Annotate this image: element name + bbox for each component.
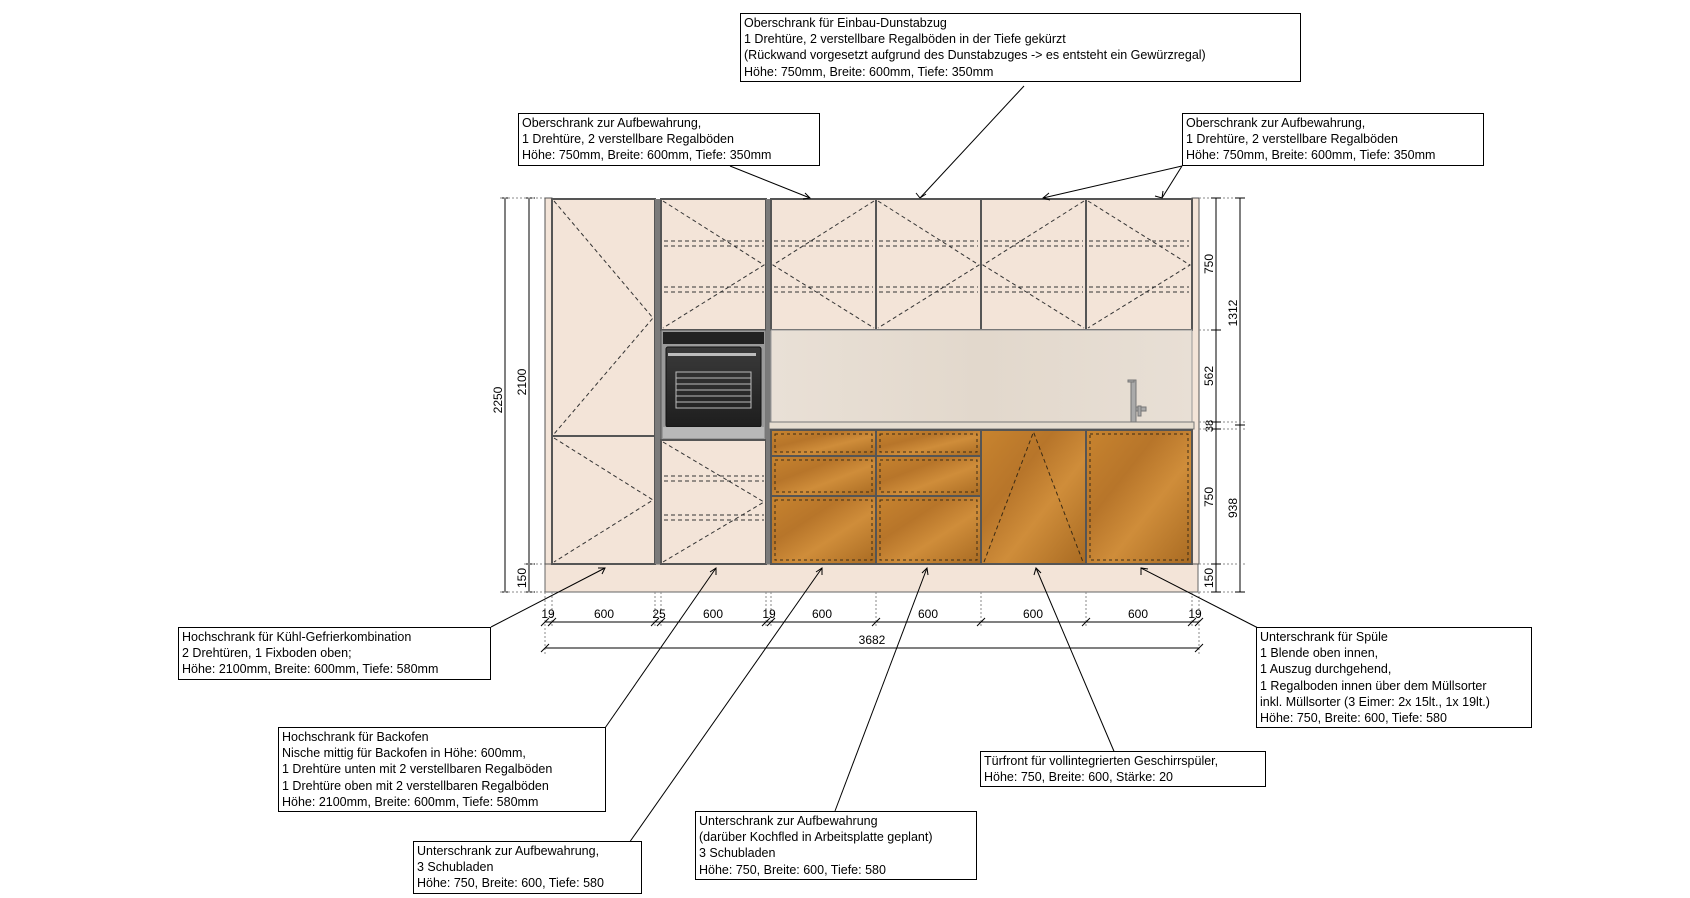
dim-tall-height: 2100 <box>515 368 529 396</box>
callout-line: 1 Drehtüre oben mit 2 verstellbaren Regalböden <box>282 778 549 793</box>
callout-line: Unterschrank zur Aufbewahrung <box>699 814 878 828</box>
dim-gap-right: 19 <box>1188 607 1202 621</box>
callout-line: Hochschrank für Backofen <box>282 730 429 744</box>
dim-base-cabinet: 750 <box>1202 486 1216 508</box>
callout-line: Höhe: 750, Breite: 600, Tiefe: 580 <box>417 876 604 891</box>
oven-upper-door <box>661 199 766 330</box>
base-cabinets <box>771 430 1192 564</box>
callout-line: inkl. Müllsorter (3 Eimer: 2x 15lt., 1x 19lt.) <box>1260 694 1490 709</box>
callout-dishwasher-front <box>980 751 1266 787</box>
kitchen-front <box>545 198 1199 592</box>
sink-pullout-front <box>1086 430 1192 564</box>
oven-tall-cabinet <box>661 199 766 564</box>
callout-line: Türfront für vollintegrierten Geschirrspüler, <box>984 754 1219 768</box>
callout-line: Unterschrank zur Aufbewahrung, <box>417 844 600 858</box>
wall-cabinet <box>1086 199 1192 330</box>
oven-lower-door <box>661 440 766 564</box>
callout-line: 1 Drehtüre, 2 verstellbare Regalböden in der Tiefe gekürzt <box>744 32 1066 47</box>
wall-cabinet-door <box>876 199 981 330</box>
callout-fridge-tall-cabinet <box>178 627 491 680</box>
dim-upper-total: 1312 <box>1226 299 1240 327</box>
callout-line: Höhe: 750mm, Breite: 600mm, Tiefe: 350mm <box>1186 148 1436 163</box>
callout-line: 1 Regalboden innen über dem Müllsorter <box>1260 678 1487 693</box>
callout-wall-cabinet-left <box>518 113 820 166</box>
dim-w5: 600 <box>1022 607 1044 621</box>
wall-cabinet-door <box>1086 199 1192 330</box>
plinth <box>545 564 1198 592</box>
callout-line: Höhe: 750, Breite: 600, Tiefe: 580 <box>1260 711 1447 726</box>
dim-w6: 600 <box>1127 607 1149 621</box>
dishwasher-front <box>981 430 1086 564</box>
sink-base-cabinet <box>1086 430 1192 564</box>
oven-appliance <box>661 330 766 440</box>
drawer-base-cabinet <box>876 430 981 564</box>
fridge-tall-cabinet <box>552 199 655 564</box>
dim-w2: 600 <box>702 607 724 621</box>
callout-line: Oberschrank zur Aufbewahrung, <box>522 116 702 130</box>
callout-line: Höhe: 750mm, Breite: 600mm, Tiefe: 350mm <box>744 64 994 79</box>
dim-base-total: 938 <box>1226 497 1240 519</box>
dim-right-plinth: 150 <box>1202 567 1216 589</box>
callout-line: Hochschrank für Kühl-Gefrierkombination <box>182 630 412 644</box>
wall-cabinet-door <box>771 199 876 330</box>
dim-w3: 600 <box>811 607 833 621</box>
drawer-front <box>771 496 876 564</box>
callout-wall-cabinet-right <box>1182 113 1484 166</box>
wall-cabinet <box>981 199 1086 330</box>
callout-line: 1 Drehtüre, 2 verstellbare Regalböden <box>1186 132 1398 147</box>
callout-line: 1 Drehtüre unten mit 2 verstellbaren Regalböden <box>282 762 553 777</box>
drawer-front <box>876 496 981 564</box>
callout-line: Unterschrank für Spüle <box>1260 630 1388 644</box>
callout-line: Höhe: 2100mm, Breite: 600mm, Tiefe: 580mm <box>282 794 539 809</box>
callout-line: Oberschrank zur Aufbewahrung, <box>1186 116 1366 130</box>
callout-line: Höhe: 2100mm, Breite: 600mm, Tiefe: 580mm <box>182 662 439 677</box>
callout-line: 2 Drehtüren, 1 Fixboden oben; <box>182 646 352 661</box>
wall-cabinet-door <box>981 199 1086 330</box>
dim-gap-mid: 25 <box>652 607 666 621</box>
callout-line: Höhe: 750mm, Breite: 600mm, Tiefe: 350mm <box>522 148 772 163</box>
callout-line: Oberschrank für Einbau-Dunstabzug <box>744 16 947 30</box>
dim-backsplash: 562 <box>1202 365 1216 387</box>
dim-worktop: 38 <box>1204 419 1216 433</box>
callout-hood-cabinet <box>740 13 1301 82</box>
dim-left-plinth: 150 <box>515 567 529 589</box>
wall-cabinet <box>876 199 981 330</box>
callout-line: 1 Auszug durchgehend, <box>1260 662 1392 677</box>
dishwasher-door <box>981 430 1086 564</box>
drawer-front <box>771 456 876 496</box>
callout-line: Nische mittig für Backofen in Höhe: 600mm, <box>282 746 526 761</box>
callout-line: Höhe: 750, Breite: 600, Stärke: 20 <box>984 770 1174 785</box>
callout-drawer-base-1 <box>413 841 642 894</box>
callout-sink-cabinet <box>1256 627 1532 728</box>
worktop <box>769 422 1194 429</box>
drawer-base-cabinet <box>771 430 876 564</box>
callout-line: 1 Blende oben innen, <box>1260 646 1379 661</box>
dim-w4: 600 <box>917 607 939 621</box>
fridge-lower-door <box>552 436 655 564</box>
backsplash <box>771 330 1192 422</box>
callout-line: Höhe: 750, Breite: 600, Tiefe: 580 <box>699 862 886 877</box>
left-side-panel <box>545 198 552 564</box>
dim-wall-cabinet: 750 <box>1202 253 1216 275</box>
dim-gap-mid2: 19 <box>762 607 776 621</box>
callout-oven-tall-cabinet <box>278 727 606 812</box>
callout-line: 1 Drehtüre, 2 verstellbare Regalböden <box>522 132 734 147</box>
dim-total-width: 3682 <box>858 633 886 647</box>
callout-line: (Rückwand vorgesetzt aufgrund des Dunstabzuges -> es entsteht ein Gewürzregal) <box>744 48 1206 63</box>
fridge-upper-door <box>552 199 655 436</box>
drawer-front <box>876 456 981 496</box>
dim-gap-left: 19 <box>541 607 555 621</box>
dim-w1: 600 <box>593 607 615 621</box>
callout-drawer-base-2 <box>695 811 977 880</box>
callout-line: 3 Schubladen <box>699 846 776 861</box>
wall-cabinet <box>771 199 876 330</box>
wall-cabinets <box>771 199 1192 330</box>
callout-line: 3 Schubladen <box>417 860 494 875</box>
right-side-panel <box>1192 198 1199 564</box>
callout-line: (darüber Kochfled in Arbeitsplatte geplant) <box>699 830 933 845</box>
dim-total-height: 2250 <box>491 386 505 414</box>
